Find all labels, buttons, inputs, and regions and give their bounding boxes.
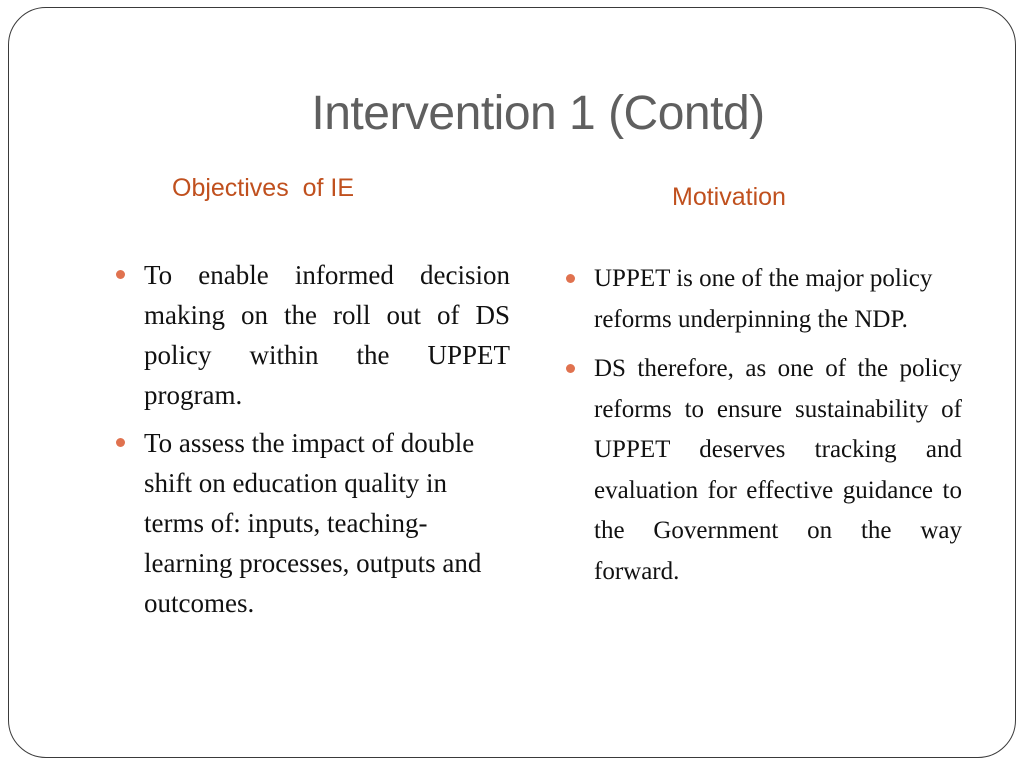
right-column-heading: Motivation — [672, 183, 786, 211]
motivation-item-2 — [566, 349, 962, 592]
objective-item-2 — [116, 423, 510, 623]
bullet-icon — [116, 438, 125, 447]
motivation-text-1: UPPET is one of the major policy reforms underpinning the NDP. — [594, 265, 933, 333]
objective-text-1: To enable informed decision making on the roll out of DS policy within the UPPET program. — [144, 260, 510, 410]
left-column-heading: Objectives of IE — [172, 174, 355, 202]
objectives-list — [116, 255, 510, 631]
objective-text-2: To assess the impact of double shift on education quality in terms of: inputs, teaching-learning processes, outputs and outcomes. — [144, 428, 482, 618]
slide-title: Intervention 1 (Contd) — [311, 87, 765, 140]
bullet-icon — [566, 364, 575, 373]
bullet-icon — [116, 270, 125, 279]
motivation-list — [566, 259, 962, 601]
objective-item-1 — [116, 255, 510, 415]
bullet-icon — [566, 274, 575, 283]
motivation-text-2: DS therefore, as one of the policy reforms to ensure sustainability of UPPET deserves tracking and evaluation for effective guidance to the Government on the way forward. — [594, 355, 962, 585]
motivation-item-1 — [566, 259, 962, 340]
